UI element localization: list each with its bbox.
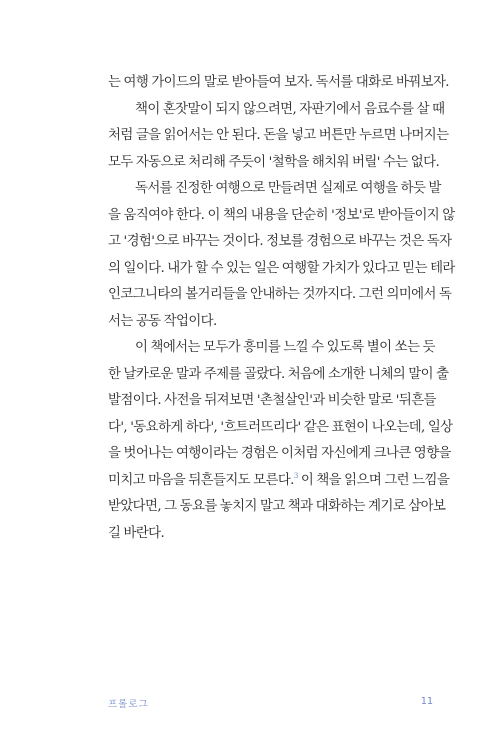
text-line: 이 책에서는 모두가 흥미를 느낄 수 있도록 별이 쏘는 듯 xyxy=(135,340,435,355)
text-line: 처럼 글을 읽어서는 안 된다. 돈을 넣고 버튼만 누르면 나머지는 xyxy=(108,128,449,143)
text-line: 을 움직여야 한다. 이 책의 내용을 단순히 '정보'로 받아들이지 않 xyxy=(108,207,455,223)
text-segment: 이 책을 읽으며 그런 느낌을 xyxy=(300,472,450,488)
text-line: 인코그니타의 볼거리들을 안내하는 것까지다. 그런 의미에서 독 xyxy=(108,287,452,302)
text-line: 한 날카로운 말과 주제를 골랐다. 처음에 소개한 니체의 말이 출 xyxy=(108,366,449,382)
page-number: 11 xyxy=(420,696,433,707)
text-line: 을 벗어나는 여행이라는 경험은 이처럼 자신에게 크나큰 영향을 xyxy=(108,446,451,461)
footnote-marker[interactable]: 3 xyxy=(293,471,298,480)
text-line: 발점이다. 사전을 뒤져보면 '촌철살인'과 비슷한 말로 '뒤흔들 xyxy=(108,393,436,408)
section-title: 프롤로그 xyxy=(108,699,149,710)
text-line: 책이 혼잣말이 되지 않으려면, 자판기에서 음료수를 살 때 xyxy=(135,101,445,117)
text-line: 고 '경험'으로 바꾸는 것이다. 정보를 경험으로 바꾸는 것은 독자 xyxy=(108,234,452,249)
text-line: 독서를 진정한 여행으로 만들려면 실제로 여행을 하듯 발 xyxy=(135,181,441,196)
text-line: 의 일이다. 내가 할 수 있는 일은 여행할 가치가 있다고 믿는 테라 xyxy=(108,260,455,276)
text-line: 서는 공동 작업이다. xyxy=(108,313,217,329)
text-line: 모두 자동으로 처리해 주듯이 '철학을 해치워 버릴' 수는 없다. xyxy=(108,154,440,170)
text-line: 길 바란다. xyxy=(108,525,165,541)
text-line: 받았다면, 그 동요를 놓치지 말고 책과 대화하는 계기로 삼아보 xyxy=(108,499,446,514)
text-line: 는 여행 가이드의 말로 받아들여 보자. 독서를 대화로 바꿔보자. xyxy=(108,75,449,90)
body-text xyxy=(108,70,455,547)
text-line-with-footnote xyxy=(108,468,450,495)
text-line: 다', '동요하게 하다', '흐트러뜨리다' 같은 표현이 나오는데, 일상 xyxy=(108,419,453,435)
page-footer xyxy=(108,696,433,712)
text-segment: 미치고 마음을 뒤흔들지도 모른다. xyxy=(108,472,294,488)
